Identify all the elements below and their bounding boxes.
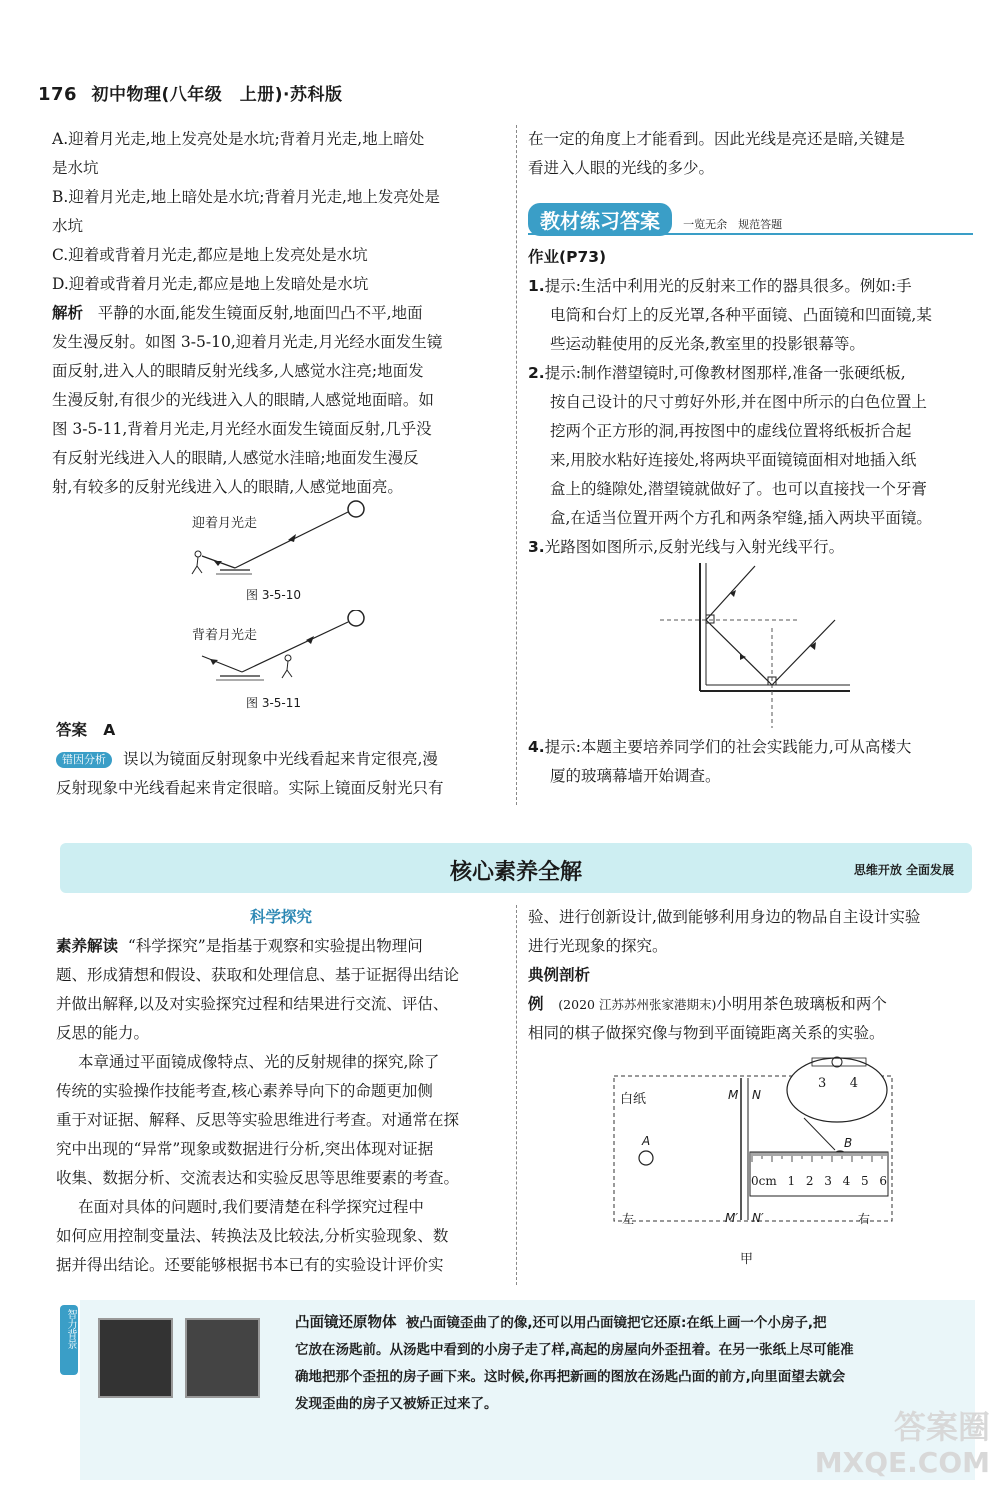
answers-banner-sub: 一览无余 规范答题 <box>683 218 783 231</box>
left-label: 左 <box>622 1212 635 1226</box>
item-text: 提示:生活中利用光的反射来工作的器具很多。例如:手 <box>544 277 912 295</box>
ruler-tick-label: 0cm <box>751 1174 777 1188</box>
periscope-light-path <box>660 558 860 728</box>
ruler-tick-label: 1 <box>787 1174 796 1188</box>
option-line: 水坑 <box>52 217 84 235</box>
reading-text: 并做出解释,以及对实验探究过程和结果进行交流、评估、 <box>56 995 449 1013</box>
figure-3-5-10 <box>180 500 380 610</box>
analysis-line: 有反射光线进入人的眼睛,人感觉水洼暗;地面发生漫反 <box>52 449 419 467</box>
core-title: 核心素养全解 <box>449 860 582 885</box>
paper-label: 白纸 <box>620 1092 647 1107</box>
item-text: 提示:本题主要培养同学们的社会实践能力,可从高楼大 <box>544 738 912 756</box>
analysis-text: 平静的水面,能发生镜面反射,地面凹凸不平,地面 <box>97 304 423 322</box>
mirror-label-m-prime: M′ <box>725 1211 739 1225</box>
analysis-line: 生漫反射,有很少的光线进入人的眼睛,人感觉地面暗。如 <box>52 391 434 409</box>
paragraph-text: 重于对证据、解释、反思等实验思维进行考查。对通常在探 <box>56 1111 460 1129</box>
example-source: (2020 江苏苏州张家港期末) <box>558 997 717 1012</box>
right-column-top <box>528 125 973 183</box>
option-line: B.迎着月光走,地上暗处是水坑;背着月光走,地上发亮处是 <box>52 188 440 206</box>
footer-line: 被凸面镜歪曲了的像,还可以用凸面镜把它还原:在纸上画一个小房子,把 <box>405 1315 827 1331</box>
answers-banner <box>528 203 973 235</box>
item-text: 盒上的缝隙处,潜望镜就做好了。也可以直接找一个牙膏 <box>550 480 927 498</box>
paragraph-text: 收集、数据分析、交流表达和实验反思等思维要素的考查。 <box>56 1169 460 1187</box>
option-line: D.迎着或背着月光走,都应是地上发暗处是水坑 <box>52 275 369 293</box>
reading-text: 反思的能力。 <box>56 1024 150 1042</box>
answers-banner-title: 教材练习答案 <box>528 203 672 236</box>
example-heading: 典例剖析 <box>528 966 591 984</box>
core-left-column <box>56 903 506 1280</box>
item-number: 1. <box>528 277 545 295</box>
error-analysis-tag: 错因分析 <box>56 752 112 768</box>
watermark <box>815 1409 990 1481</box>
error-analysis-text: 反射现象中光线看起来肯定很暗。实际上镜面反射光只有 <box>56 779 444 797</box>
piece-label-b: B <box>844 1136 853 1150</box>
item-number: 4. <box>528 738 545 756</box>
piece-label-a: A <box>642 1134 651 1148</box>
zoom-numbers <box>818 1076 858 1091</box>
item-text: 光路图如图所示,反射光线与入射光线平行。 <box>544 538 845 556</box>
analysis-line: 射,有较多的反射光线进入人的眼睛,人感觉地面亮。 <box>52 478 403 496</box>
analysis-line: 发生漫反射。如图 3-5-10,迎着月光走,月光经水面发生镜 <box>52 333 443 351</box>
page-number: 176 <box>38 84 78 105</box>
mirror-label-n: N <box>752 1088 761 1102</box>
answer-block <box>56 716 506 803</box>
footer-line: 它放在汤匙前。从汤匙中看到的小房子走了样,高起的房屋向外歪扭着。在另一张纸上尽可能准 <box>295 1342 854 1358</box>
zoom-tick-label: 3 <box>818 1076 827 1091</box>
column-divider <box>516 125 517 805</box>
item-text: 按自己设计的尺寸剪好外形,并在图中所示的白色位置上 <box>550 393 927 411</box>
item-4-block <box>528 733 973 791</box>
option-line: C.迎着或背着月光走,都应是地上发亮处是水坑 <box>52 246 368 264</box>
paragraph-text: 据并得出结论。还要能够根据书本已有的实验设计评价实 <box>56 1256 444 1274</box>
example-text: 小明用茶色玻璃板和两个 <box>716 995 887 1013</box>
side-tab-label: 智力背景 <box>65 1309 76 1349</box>
item-text: 挖两个正方形的洞,再按图中的虚线位置将纸板折合起 <box>550 422 912 440</box>
item-text: 厦的玻璃幕墙开始调查。 <box>550 767 721 785</box>
figure-caption: 图 3-5-10 <box>246 588 302 602</box>
paragraph-text: 在面对具体的问题时,我们要清楚在科学探究过程中 <box>78 1198 424 1216</box>
core-banner <box>60 843 972 893</box>
item-text: 电筒和台灯上的反光罩,各种平面镜、凸面镜和凹面镜,某 <box>550 306 932 324</box>
item-number: 2. <box>528 364 545 382</box>
answer-value: A <box>103 721 116 739</box>
text-line: 看进入人眼的光线的多少。 <box>528 159 715 177</box>
spoon-photo-right <box>185 1318 260 1398</box>
footer-line: 确地把那个歪扭的房子画下来。这时候,你再把新画的图放在汤匙凸面的前方,向里面望去就会 <box>295 1369 846 1385</box>
mirror-experiment-figure <box>600 1048 900 1268</box>
section-title: 科学探究 <box>249 908 312 926</box>
spoon-photo-left <box>98 1318 173 1398</box>
paragraph-text: 本章通过平面镜成像特点、光的反射规律的探究,除了 <box>78 1053 440 1071</box>
text-line: 进行光现象的探究。 <box>528 937 668 955</box>
ruler-tick-label: 4 <box>842 1174 851 1188</box>
reading-text: “科学探究”是指基于观察和实验提出物理问 <box>127 937 423 955</box>
item-number: 3. <box>528 538 545 556</box>
figure-label: 背着月光走 <box>192 628 258 643</box>
watermark-line: MXQE.COM <box>814 1446 990 1479</box>
answer-label: 答案 <box>56 721 88 739</box>
core-subtitle: 思维开放 全面发展 <box>853 863 954 877</box>
item-text: 盒,在适当位置开两个方孔和两条窄缝,插入两块平面镜。 <box>550 509 932 527</box>
ruler-tick-label: 3 <box>824 1174 832 1188</box>
item-text: 提示:制作潜望镜时,可像教材图那样,准备一张硬纸板, <box>544 364 906 382</box>
homework-heading: 作业(P73) <box>528 248 607 266</box>
ruler-tick-label: 6 <box>879 1174 887 1188</box>
footer-title: 凸面镜还原物体 <box>295 1315 397 1331</box>
option-line: A.迎着月光走,地上发亮处是水坑;背着月光走,地上暗处 <box>52 130 425 148</box>
ruler-tick-label: 2 <box>805 1174 814 1188</box>
analysis-label: 解析 <box>52 304 84 322</box>
example-label: 例 <box>528 995 544 1013</box>
text-line: 验、进行创新设计,做到能够利用身边的物品自主设计实验 <box>528 908 921 926</box>
mirror-label-m: M <box>728 1088 739 1102</box>
analysis-line: 图 3-5-11,背着月光走,月光经水面发生镜面反射,几乎没 <box>52 420 432 438</box>
analysis-line <box>52 299 502 328</box>
left-column-top <box>52 125 502 502</box>
book-title: 初中物理(八年级 上册)·苏科版 <box>91 85 343 105</box>
mirror-label-n-prime: N′ <box>752 1211 764 1225</box>
figure-caption: 甲 <box>740 1252 754 1267</box>
text-line: 在一定的角度上才能看到。因此光线是亮还是暗,关键是 <box>528 130 905 148</box>
ruler-tick-label: 5 <box>860 1174 869 1188</box>
zoom-tick-label: 4 <box>849 1076 858 1091</box>
paragraph-text: 究中出现的“异常”现象或数据进行分析,突出体现对证据 <box>56 1140 434 1158</box>
paragraph-text: 传统的实验操作技能考查,核心素养导向下的命题更加侧 <box>56 1082 433 1100</box>
option-line: 是水坑 <box>52 159 99 177</box>
column-divider <box>516 905 517 1285</box>
item-text: 些运动鞋使用的反光条,教室里的投影银幕等。 <box>550 335 865 353</box>
reading-text: 题、形成猜想和假设、获取和处理信息、基于证据得出结论 <box>56 966 460 984</box>
figure-label: 迎着月光走 <box>192 516 258 531</box>
reading-label: 素养解读 <box>56 937 119 955</box>
watermark-line: 答案圈 <box>893 1408 990 1446</box>
page-header <box>38 80 343 105</box>
right-label: 右 <box>858 1212 871 1226</box>
core-right-column <box>528 903 973 1048</box>
figure-3-5-11 <box>180 610 380 710</box>
side-tab <box>60 1305 78 1375</box>
example-text: 相同的棋子做探究像与物到平面镜距离关系的实验。 <box>528 1024 885 1042</box>
paragraph-text: 如何应用控制变量法、转换法及比较法,分析实验现象、数 <box>56 1227 449 1245</box>
figure-caption: 图 3-5-11 <box>246 696 302 710</box>
ruler-numbers <box>751 1174 887 1188</box>
footer-line: 发现歪曲的房子又被矫正过来了。 <box>295 1396 498 1412</box>
homework-block <box>528 243 973 562</box>
error-analysis-text: 误以为镜面反射现象中光线看起来肯定很亮,漫 <box>122 750 438 768</box>
footer-text-block <box>295 1310 965 1418</box>
analysis-line: 面反射,进入人的眼睛反射光线多,人感觉水注亮;地面发 <box>52 362 424 380</box>
item-text: 来,用胶水粘好连接处,将两块平面镜镜面相对地插入纸 <box>550 451 917 469</box>
